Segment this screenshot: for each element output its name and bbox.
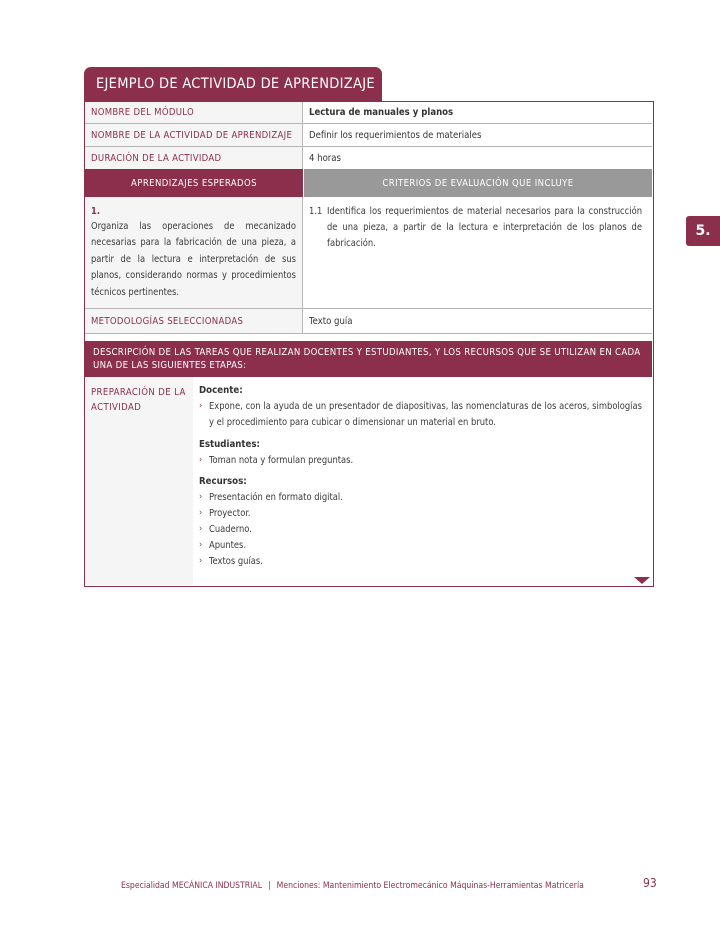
activity-table: [84, 101, 654, 587]
info-label: DURACIÓN DE LA ACTIVIDAD: [85, 147, 303, 169]
criterios-header: CRITERIOS DE EVALUACIÓN QUE INCLUYE: [303, 169, 652, 197]
criterio-number: 1.1: [309, 206, 323, 217]
footer-mentions: Menciones: Mantenimiento Electromecánico Máquinas-Herramientas Matricería: [276, 881, 584, 891]
list-item: › Textos guías.: [199, 554, 642, 570]
page-number: 93: [643, 876, 657, 890]
chapter-tab: 5.: [686, 216, 720, 246]
learning-content-row: [85, 197, 652, 309]
list-item: › Expone, con la ayuda de un presentador de diapositivas, las nomenclaturas de los aceros, simbologías y el procedimiento para cubicar o dimensionar un material en bruto.: [199, 399, 642, 431]
estudiantes-group: [199, 437, 642, 469]
estudiantes-title: Estudiantes:: [199, 438, 260, 450]
criterio-text: Identifica los requerimientos de material necesarios para la construcción de una pieza, a partir de la lectura e interpretación de los planos de fabricación.: [327, 206, 642, 249]
info-row-actividad: [85, 124, 652, 147]
stage-body: [193, 377, 652, 585]
page-footer: [121, 878, 661, 894]
bullet-arrow-icon: ›: [199, 401, 203, 411]
info-label: NOMBRE DEL MÓDULO: [85, 102, 303, 123]
bullet-arrow-icon: ›: [199, 454, 203, 465]
bullet-arrow-icon: ›: [199, 492, 203, 503]
aprendizaje-cell: [85, 197, 303, 308]
docente-title: Docente:: [199, 385, 243, 396]
bullet-arrow-icon: ›: [199, 539, 203, 550]
stage-row: [85, 377, 652, 585]
bullet-arrow-icon: ›: [199, 508, 203, 519]
recursos-group: [199, 474, 642, 569]
bullet-arrow-icon: ›: [199, 555, 203, 566]
section-header-row: [85, 169, 652, 197]
list-item: › Proyector.: [199, 506, 642, 522]
footer-separator: |: [268, 881, 271, 891]
stage-label: PREPARACIÓN DE LA ACTIVIDAD: [85, 377, 193, 585]
aprendizaje-text: Organiza las operaciones de mecanizado necesarias para la fabricación de una pieza, a partir de la lectura e interpretación de sus planos, considerando normas y procedimientos técnicos pertinentes.: [91, 221, 296, 298]
footer-specialty: Especialidad MECÁNICA INDUSTRIAL: [121, 881, 263, 891]
list-item: › Cuaderno.: [199, 522, 642, 538]
recursos-title: Recursos:: [199, 476, 247, 488]
docente-group: [199, 383, 642, 431]
list-item: › Apuntes.: [199, 538, 642, 554]
continue-triangle-icon: [634, 577, 650, 584]
metodologias-label: METODOLOGÍAS SELECCIONADAS: [85, 309, 303, 333]
aprendizaje-number: 1.: [91, 206, 100, 217]
info-value: Lectura de manuales y planos: [309, 107, 454, 118]
bullet-arrow-icon: ›: [199, 523, 203, 534]
info-row-modulo: [85, 102, 652, 124]
metodologias-value: Texto guía: [309, 315, 353, 327]
description-header: DESCRIPCIÓN DE LAS TAREAS QUE REALIZAN DOCENTES Y ESTUDIANTES, Y LOS RECURSOS QUE SE UTILIZAN EN CADA UNA DE LAS SIGUIENTES ETAPAS:: [85, 341, 652, 377]
list-item: › Presentación en formato digital.: [199, 490, 642, 506]
activity-title: EJEMPLO DE ACTIVIDAD DE APRENDIZAJE: [84, 67, 382, 101]
info-label: NOMBRE DE LA ACTIVIDAD DE APRENDIZAJE: [85, 124, 303, 146]
aprendizajes-header: APRENDIZAJES ESPERADOS: [85, 169, 303, 197]
info-value: Definir los requerimientos de materiales: [309, 129, 482, 141]
info-row-duracion: [85, 147, 652, 169]
metodologias-row: [85, 309, 652, 334]
list-item: › Toman nota y formulan preguntas.: [199, 453, 642, 469]
criterio-cell: [303, 197, 652, 308]
info-value: 4 horas: [309, 152, 341, 164]
